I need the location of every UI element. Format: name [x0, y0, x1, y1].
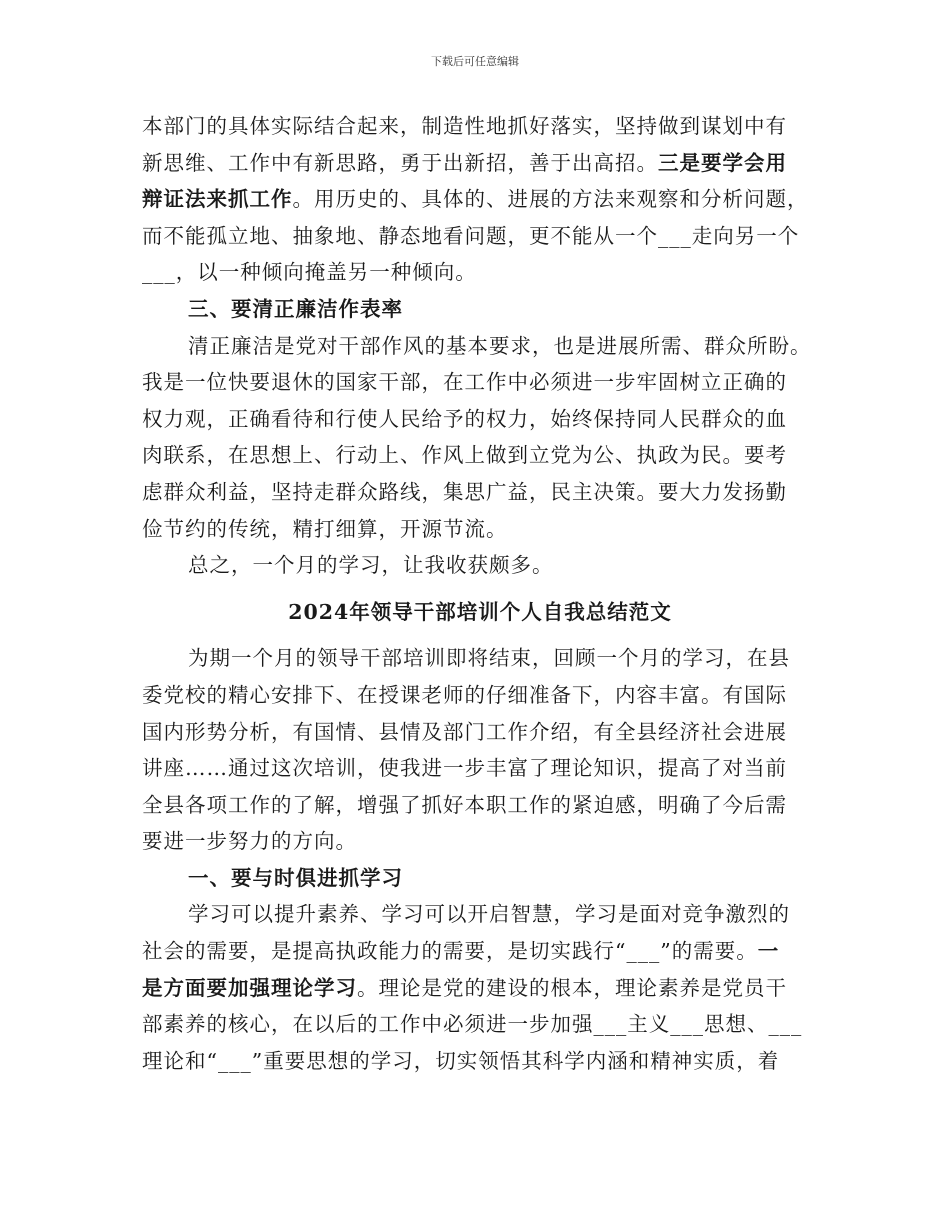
- paragraph-line: 俭节约的传统，精打细算，开源节流。: [142, 516, 508, 541]
- paragraph-line: [142, 970, 818, 1007]
- paragraph-line: 清正廉洁是党对干部作风的基本要求，也是进展所需、群众所盼。: [188, 333, 812, 358]
- paragraph-line: 权力观，正确看待和行使人民给予的权力，始终保持同人民群众的血: [142, 406, 787, 431]
- bold-text: 辩证法来抓工作: [142, 187, 293, 212]
- paragraph-line: ___，以一种倾向掩盖另一种倾向。: [142, 260, 477, 285]
- line-text: 。理论是党的建设的根本，理论素养是党员干: [357, 975, 787, 1000]
- paragraph-line: 讲座……通过这次培训，使我进一步丰富了理论知识，提高了对当前: [142, 756, 787, 781]
- bold-text: 三是要学会用: [658, 150, 787, 175]
- paragraph-line: 部素养的核心，在以后的工作中必须进一步加强___主义___思想、___: [142, 1012, 803, 1037]
- paragraph-line: 而不能孤立地、抽象地、静态地看问题，更不能从一个___走向另一个: [142, 223, 800, 248]
- line-text: 新思维、工作中有新思路，勇于出新招，善于出高招。: [142, 150, 658, 175]
- paragraph-line: 虑群众利益，坚持走群众路线，集思广益，民主决策。要大力发扬勤: [142, 479, 787, 504]
- page-header: 下载后可任意编辑: [431, 55, 519, 68]
- paragraph-line: 为期一个月的领导干部培训即将结束，回顾一个月的学习，在县: [188, 646, 790, 671]
- paragraph-line: 全县各项工作的了解，增强了抓好本职工作的紧迫感，明确了今后需: [142, 792, 787, 817]
- line-text: 社会的需要，是提高执政能力的需要，是切实践行“___”的需要。: [142, 939, 758, 964]
- paragraph-line: [142, 145, 818, 182]
- paragraph-line: [142, 181, 818, 218]
- bold-text: 一: [757, 939, 780, 964]
- line-text: 。用历史的、具体的、进展的方法来观察和分析问题，: [292, 187, 809, 212]
- paragraph-line: 肉联系，在思想上、行动上、作风上做到立党为公、执政为民。要考: [142, 443, 787, 468]
- paragraph-line: 我是一位快要退休的国家干部，在工作中必须进一步牢固树立正确的: [142, 370, 787, 395]
- document-title: 2024年领导干部培训个人自我总结范文: [288, 599, 672, 624]
- section-heading: 一、要与时俱进抓学习: [188, 865, 403, 890]
- paragraph-line: [142, 933, 818, 970]
- section-heading: 三、要清正廉洁作表率: [188, 296, 403, 321]
- bold-text: 是方面要加强理论学习: [142, 975, 357, 1000]
- paragraph-line: 理论和“___”重要思想的学习，切实领悟其科学内涵和精神实质，着: [142, 1048, 780, 1073]
- paragraph-line: 总之，一个月的学习，让我收获颇多。: [188, 553, 554, 578]
- paragraph-line: 学习可以提升素养、学习可以开启智慧，学习是面对竞争激烈的: [188, 902, 790, 927]
- paragraph-line: 国内形势分析，有国情、县情及部门工作介绍，有全县经济社会进展: [142, 719, 787, 744]
- document-body: [142, 108, 818, 1079]
- paragraph-line: 本部门的具体实际结合起来，制造性地抓好落实，坚持做到谋划中有: [142, 114, 787, 138]
- paragraph-line: 要进一步努力的方向。: [142, 829, 357, 854]
- paragraph-line: 委党校的精心安排下、在授课老师的仔细准备下，内容丰富。有国际: [142, 682, 787, 707]
